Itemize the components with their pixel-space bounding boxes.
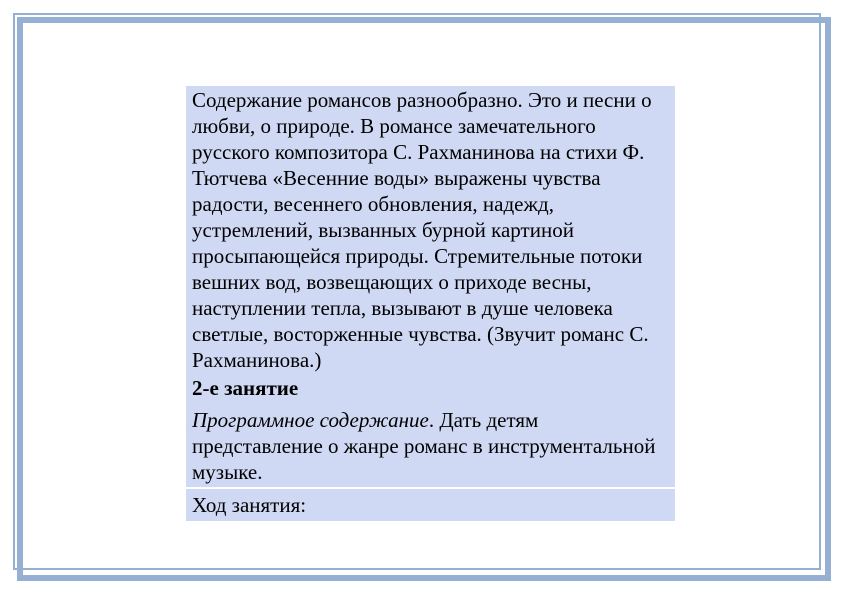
paragraph-course-of-lesson: Ход занятия: xyxy=(186,489,675,521)
paragraph-group-lesson-2 xyxy=(186,374,675,487)
lesson-text-block xyxy=(186,86,675,521)
lesson-2-heading: 2-е занятие xyxy=(192,376,299,400)
paragraph-romance-description: Содержание романсов разнообразно. Это и песни о любви, о природе. В романсе замечательного русского композитора С. Рахманинова на стихи Ф. Тютчева «Весенние воды» выражены чувства радости, весеннего обновления, надежд, устремлений, вызванных бурной картиной просыпающейся природы. Стремительные потоки вешних вод, возвещающих о приходе весны, наступлении тепла, вызывают в душе человека светлые, восторженные чувства. (Звучит романс С. Рахманинова.) xyxy=(186,86,675,374)
program-content-text: . Дать детям представление о жанре романс в инструментальной музыке. xyxy=(192,408,656,484)
paragraph-program-content xyxy=(192,407,669,485)
program-content-label: Программное содержание xyxy=(192,408,429,432)
